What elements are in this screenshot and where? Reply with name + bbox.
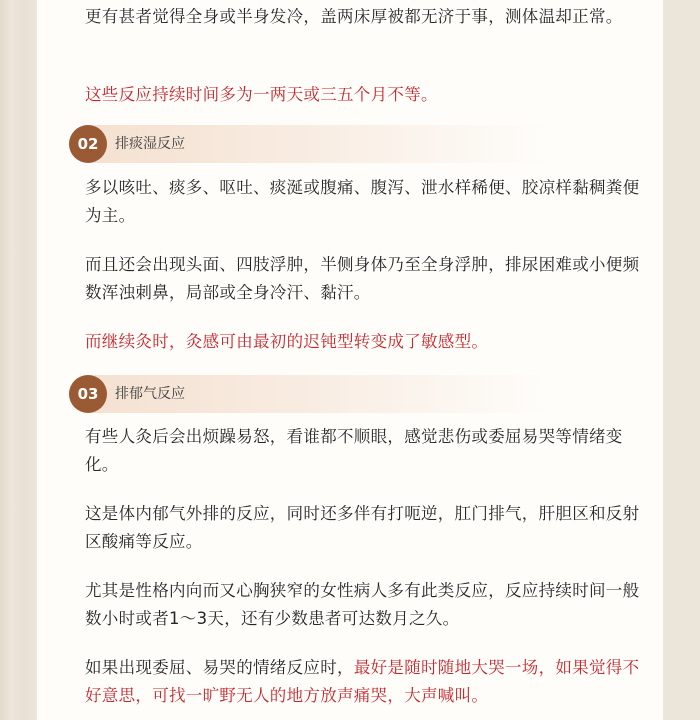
section-title: 排痰湿反应 [115, 136, 185, 152]
highlight-duration: 这些反应持续时间多为一两天或三五个月不等。 [85, 85, 438, 104]
paragraph-duration-women: 尤其是性格内向而又心胸狭窄的女性病人多有此类反应，反应持续时间一般数小时或者1～3天，还有少数患者可达数月之久。 [85, 581, 640, 628]
section-header-03 [69, 375, 549, 413]
advice-lead: 如果出现委屈、易哭的情绪反应时， [85, 658, 354, 677]
paragraph-advice [85, 654, 645, 710]
paragraph-cold-reaction: 更有甚者觉得全身或半身发冷，盖两床厚被都无济于事，测体温却正常。 [85, 7, 623, 26]
paragraph-edema: 而且还会出现头面、四肢浮肿，半侧身体乃至全身浮肿，排尿困难或小便频数浑浊刺鼻，局部或全身冷汗、黏汗。 [85, 255, 640, 302]
article-card [37, 0, 663, 720]
highlight-sensitivity: 而继续灸时，灸感可由最初的迟钝型转变成了敏感型。 [85, 332, 489, 351]
section-title: 排郁气反应 [115, 386, 185, 402]
paragraph-phlegm-symptoms: 多以咳吐、痰多、呕吐、痰涎或腹痛、腹泻、泄水样稀便、胶凉样黏稠粪便为主。 [85, 178, 640, 225]
paragraph-qi-release: 这是体内郁气外排的反应，同时还多伴有打呃逆，肛门排气，肝胆区和反射区酸痛等反应。 [85, 504, 640, 551]
advice-highlight: 最好是随时随地大哭一场，如果觉得不好意思，可找一旷野无人的地方放声痛哭，大声喊叫。 [85, 658, 640, 705]
section-header-02 [69, 125, 549, 163]
section-number-badge: 03 [69, 375, 107, 413]
paragraph-emotion: 有些人灸后会出烦躁易怒，看谁都不顺眼，感觉悲伤或委屈易哭等情绪变化。 [85, 427, 623, 474]
section-number-badge: 02 [69, 125, 107, 163]
